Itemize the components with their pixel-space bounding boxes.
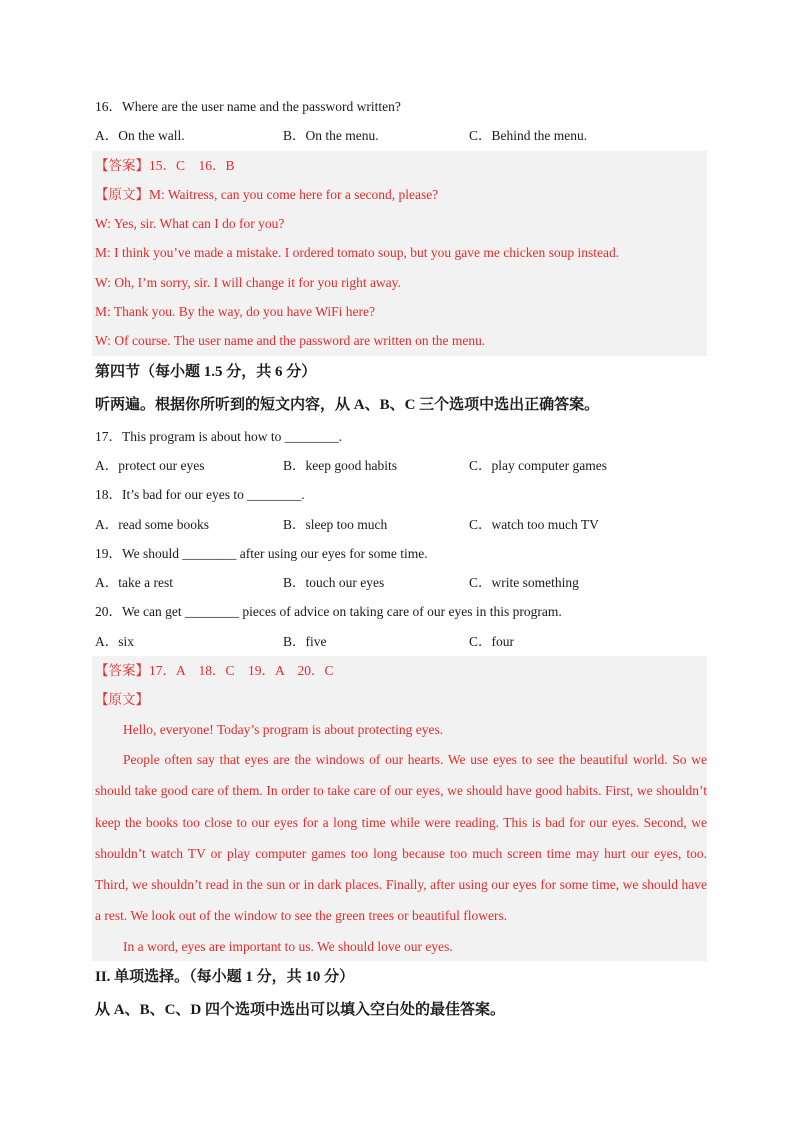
question-20-options <box>95 627 705 656</box>
section-2-instruction: 从 A、B、C、D 四个选项中选出可以填入空白处的最佳答案。 <box>95 1002 506 1019</box>
transcript-body <box>95 744 707 932</box>
question-16: 16．Where are the user name and the password written? <box>95 99 401 114</box>
document-page <box>95 0 705 1027</box>
question-18-options <box>95 510 705 539</box>
transcript-line: M: I think you’ve made a mistake. I ordered tomato soup, but you gave me chicken soup instead. <box>95 245 620 261</box>
question-19: 19．We should ________ after using our eyes for some time. <box>95 545 428 561</box>
question-18: 18．It’s bad for our eyes to ________. <box>95 487 305 503</box>
option-c: C．watch too much TV <box>469 516 599 532</box>
option-a: A．six <box>95 633 135 649</box>
option-a: A．protect our eyes <box>95 457 205 473</box>
transcript-closing: In a word, eyes are important to us. We should love our eyes. <box>123 938 453 954</box>
option-c: C．Behind the menu. <box>469 128 588 144</box>
transcript-line: M: Thank you. By the way, do you have WiFi here? <box>95 304 376 320</box>
answer-line: 【答案】17．A 18．C 19．A 20．C <box>95 663 334 679</box>
question-19-options <box>95 568 705 597</box>
section-2-title: II. 单项选择。（每小题 1 分，共 10 分） <box>95 969 355 986</box>
option-c: C．four <box>469 633 514 649</box>
option-a: A．take a rest <box>95 575 173 591</box>
transcript-line: W: Yes, sir. What can I do for you? <box>95 216 285 232</box>
answer-line: 【答案】15．C 16．B <box>95 157 235 173</box>
option-b: B．touch our eyes <box>283 575 385 591</box>
transcript-line: 【原文】M: Waitress, can you come here for a second, please? <box>95 186 439 202</box>
option-b: B．keep good habits <box>283 457 397 473</box>
option-b: B．On the menu. <box>283 128 379 144</box>
question-20: 20．We can get ________ pieces of advice on taking care of our eyes in this program. <box>95 604 562 620</box>
question-16-options <box>95 121 705 150</box>
option-c: C．write something <box>469 575 579 591</box>
section-4-instruction: 听两遍。根据你所听到的短文内容，从 A、B、C 三个选项中选出正确答案。 <box>95 396 600 413</box>
transcript-paragraph: People often say that eyes are the windows of our hearts. We use eyes to see the beautiful world. So we should take good care of them. In order to take care of our eyes, we should have good habits. First, we shouldn’t keep the books too close to our eyes for a long time while were reading. This is bad for our eyes. Second, we shouldn’t watch TV or play computer games too long because too much screen time may hurt our eyes, too. Third, we shouldn’t read in the sun or in dark places. Finally, after using our eyes for some time, we should have a rest. We look out of the window to see the green trees or beautiful flowers. <box>95 751 707 924</box>
option-b: B．sleep too much <box>283 516 388 532</box>
transcript-line: W: Oh, I’m sorry, sir. I will change it for you right away. <box>95 274 401 290</box>
option-c: C．play computer games <box>469 457 607 473</box>
transcript-line: W: Of course. The user name and the password are written on the menu. <box>95 333 486 349</box>
transcript-intro: Hello, everyone! Today’s program is about protecting eyes. <box>123 721 444 737</box>
section-4-title: 第四节（每小题 1.5 分，共 6 分） <box>95 363 317 380</box>
option-a: A．On the wall. <box>95 128 185 144</box>
option-a: A．read some books <box>95 516 209 532</box>
transcript-label: 【原文】 <box>95 692 149 708</box>
question-17: 17．This program is about how to ________. <box>95 428 343 444</box>
question-17-options <box>95 451 705 480</box>
answer-block-1 <box>92 151 707 356</box>
option-b: B．five <box>283 633 327 649</box>
answer-block-2 <box>92 656 707 961</box>
